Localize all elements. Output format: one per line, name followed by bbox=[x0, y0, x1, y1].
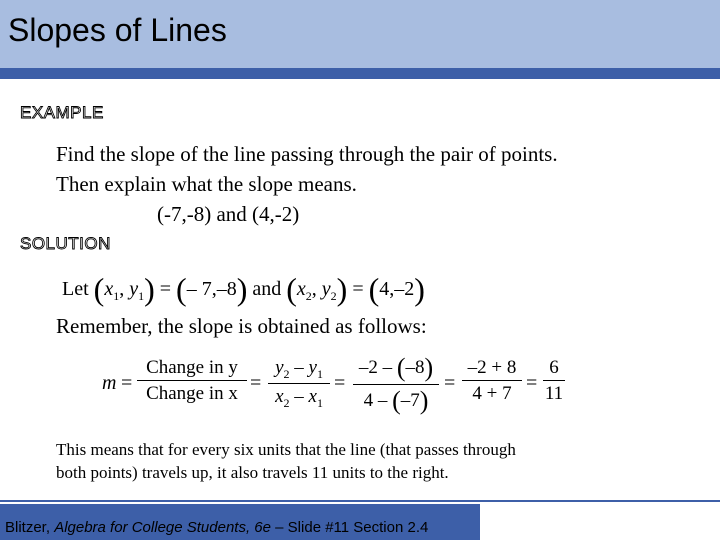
title-bar bbox=[0, 0, 720, 68]
remember-text: Remember, the slope is obtained as follows: bbox=[56, 314, 427, 338]
and-word: and bbox=[252, 278, 282, 300]
slide-title: Slopes of Lines bbox=[8, 12, 227, 48]
example-label: EXAMPLE bbox=[20, 103, 104, 122]
simplified-fraction bbox=[462, 358, 522, 403]
explanation-line-1: This means that for every six units that the line (that passes through bbox=[56, 440, 516, 459]
footer-bar bbox=[0, 504, 480, 540]
explanation-line-2: both points) travels up, it also travels 11 units to the right. bbox=[56, 463, 449, 482]
footer-citation: Blitzer, Algebra for College Students, 6e – Slide #11 Section 2.4 bbox=[5, 519, 429, 536]
problem-line-2: Then explain what the slope means. bbox=[56, 172, 357, 196]
change-numerator: Change in y bbox=[137, 358, 247, 381]
point2-values: 4,–2 bbox=[379, 278, 415, 300]
footer-divider bbox=[0, 500, 720, 502]
result-numerator: 6 bbox=[543, 358, 565, 381]
problem-points: (-7,-8) and (4,-2) bbox=[157, 202, 300, 226]
title-divider bbox=[0, 68, 720, 79]
point1-values: – 7,–8 bbox=[186, 278, 237, 300]
let-word: Let bbox=[62, 278, 89, 300]
result-denominator: 11 bbox=[544, 383, 564, 404]
change-fraction bbox=[137, 358, 247, 403]
problem-line-1: Find the slope of the line passing through the pair of points. bbox=[56, 142, 558, 166]
substituted-fraction: $\frac{-2 - (-8)}{4 - (-7)}$ bbox=[353, 355, 439, 414]
change-denominator: Change in x bbox=[146, 383, 238, 404]
simplified-numerator: –2 + 8 bbox=[462, 358, 522, 381]
simplified-denominator: 4 + 7 bbox=[472, 383, 512, 404]
difference-fraction: $\frac{y_2 - y_1}{x_2 - x_1}$ bbox=[268, 358, 330, 409]
solution-label: SOLUTION bbox=[20, 234, 111, 253]
result-fraction bbox=[543, 358, 565, 403]
let-equation: Let ($x_1$, $y_1$) = (– 7,–8) and ($x_2$, $y_2) = (4,-2)$ bbox=[62, 271, 425, 307]
slope-variable-m: m bbox=[102, 372, 117, 394]
